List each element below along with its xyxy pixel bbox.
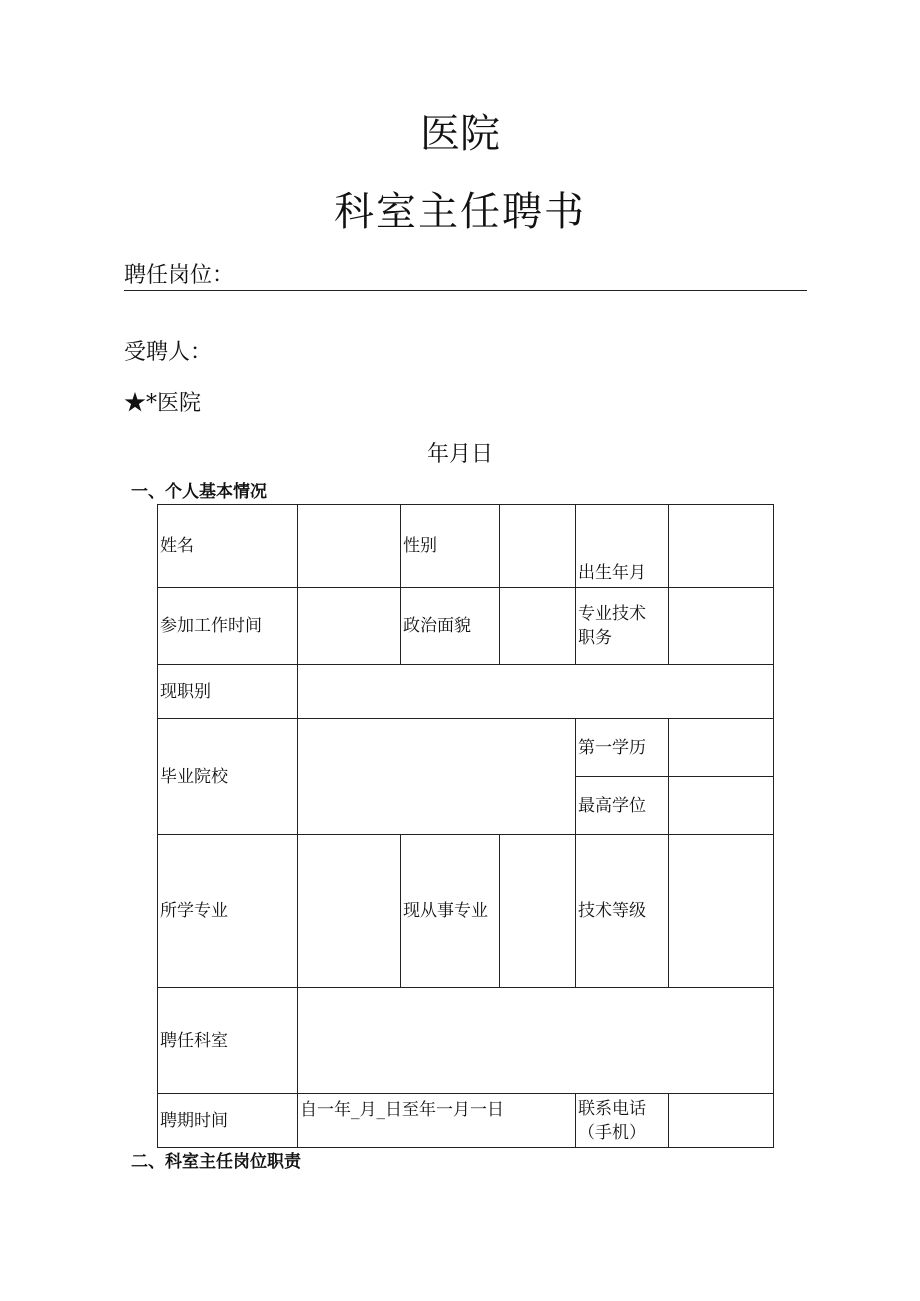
professional-title-field[interactable] <box>669 588 774 665</box>
phone-label-line1: 联系电话 <box>578 1098 646 1119</box>
name-field[interactable] <box>298 505 401 588</box>
highest-degree-field[interactable] <box>669 777 774 835</box>
certificate-title: 科室主任聘书 <box>334 189 586 235</box>
professional-title-line1: 专业技术 <box>578 604 646 624</box>
phone-field[interactable] <box>669 1094 774 1148</box>
section-duties: 二、科室主任岗位职责 <box>131 1152 301 1172</box>
period-field[interactable]: 自一年_月_日至年一月一日 <box>298 1094 576 1148</box>
period-label: 聘期时间 <box>158 1094 298 1148</box>
issue-date: 年月日 <box>426 442 493 467</box>
current-rank-label: 现职别 <box>158 665 298 719</box>
work-start-label: 参加工作时间 <box>158 588 298 665</box>
major-label: 所学专业 <box>158 835 298 988</box>
gender-field[interactable] <box>500 505 576 588</box>
table-row <box>158 665 774 719</box>
basic-info-table <box>157 504 774 1148</box>
tech-level-label: 技术等级 <box>576 835 669 988</box>
department-field[interactable] <box>298 988 774 1094</box>
table-row <box>158 588 774 665</box>
current-rank-field[interactable] <box>298 665 774 719</box>
position-label: 聘任岗位： <box>124 263 235 288</box>
section-basic-info: 一、个人基本情况 <box>131 482 267 502</box>
professional-title-line2: 职务 <box>578 628 612 648</box>
phone-label-line2: （手机） <box>578 1122 646 1143</box>
political-label: 政治面貌 <box>401 588 500 665</box>
birth-field[interactable] <box>669 505 774 588</box>
table-row <box>158 988 774 1094</box>
table-row <box>158 719 774 777</box>
table-row <box>158 505 774 588</box>
table-row <box>158 835 774 988</box>
tech-level-field[interactable] <box>669 835 774 988</box>
current-major-label: 现从事专业 <box>401 835 500 988</box>
phone-label <box>576 1094 669 1148</box>
current-major-field[interactable] <box>500 835 576 988</box>
name-label: 姓名 <box>158 505 298 588</box>
table-row <box>158 1094 774 1148</box>
birth-label: 出生年月 <box>576 505 669 588</box>
appointee-label: 受聘人： <box>124 340 213 365</box>
issuer-name: ★*医院 <box>124 391 202 416</box>
professional-title-label <box>576 588 669 665</box>
department-label: 聘任科室 <box>158 988 298 1094</box>
highest-degree-label: 最高学位 <box>576 777 669 835</box>
position-line <box>124 262 807 291</box>
first-degree-field[interactable] <box>669 719 774 777</box>
gender-label: 性别 <box>401 505 500 588</box>
hospital-heading: 医院 <box>420 111 500 157</box>
school-label: 毕业院校 <box>158 719 298 835</box>
major-field[interactable] <box>298 835 401 988</box>
first-degree-label: 第一学历 <box>576 719 669 777</box>
school-field[interactable] <box>298 719 576 835</box>
political-field[interactable] <box>500 588 576 665</box>
work-start-field[interactable] <box>298 588 401 665</box>
